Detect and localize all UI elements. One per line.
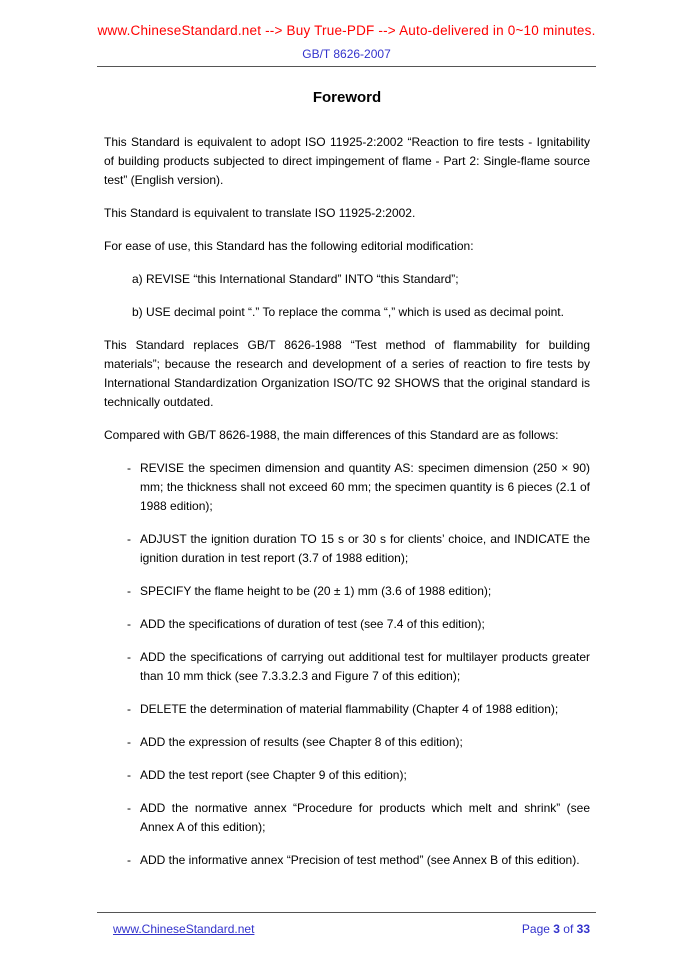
list-item (127, 799, 590, 837)
doc-number: GB/T 8626-2007 (302, 47, 391, 61)
footer-website-link[interactable]: www.ChineseStandard.net (113, 922, 255, 936)
footer-divider (97, 912, 596, 913)
list-item-text: REVISE the specimen dimension and quantity AS: specimen dimension (250 × 90) mm; the thickness shall not exceed 60 mm; the specimen quantity is 6 pieces (2.1 of 1988 edition); (140, 461, 590, 513)
list-item-text: SPECIFY the flame height to be (20 ± 1) mm (3.6 of 1988 edition); (140, 584, 492, 598)
paragraph-replacement: This Standard replaces GB/T 8626-1988 “Test method of flammability for building materials”; because the research and development of a series of reaction to fire tests by International Standardization Organization ISO/TC 92 SHOWS that the original standard is technically outdated. (104, 338, 590, 409)
list-marker: - (127, 735, 131, 749)
list-item (127, 648, 590, 686)
editorial-item-a: a) REVISE “this International Standard” INTO “this Standard”; (132, 272, 459, 286)
list-item (127, 733, 590, 752)
page-number-current: 3 (553, 922, 560, 936)
list-item (127, 766, 590, 785)
list-item (127, 851, 590, 870)
list-marker: - (127, 801, 131, 815)
list-item (127, 615, 590, 634)
paragraph-equivalence: This Standard is equivalent to adopt ISO 11925-2:2002 “Reaction to fire tests - Ignitability of building products subjected to direct impingement of flame - Part 2: Single-flame source test” (English version). (104, 135, 590, 187)
page-number (522, 922, 590, 936)
list-marker: - (127, 768, 131, 782)
list-item-text: ADJUST the ignition duration TO 15 s or 30 s for clients’ choice, and INDICATE the ignition duration in test report (3.7 of 1988 edition); (140, 532, 590, 565)
list-marker: - (127, 461, 131, 475)
page-footer (104, 922, 590, 936)
list-item (127, 582, 590, 601)
list-item-text: ADD the specifications of duration of test (see 7.4 of this edition); (140, 617, 485, 631)
list-item (127, 459, 590, 516)
header-divider (97, 66, 596, 67)
page-content (104, 88, 590, 884)
list-item-text: ADD the specifications of carrying out additional test for multilayer products greater than 10 mm thick (see 7.3.3.2.3 and Figure 7 of this edition); (140, 650, 590, 683)
list-item (127, 700, 590, 719)
list-item (127, 530, 590, 568)
page-title: Foreword (312, 89, 382, 106)
list-item-text: ADD the informative annex “Precision of test method” (see Annex B of this edition). (140, 853, 580, 867)
list-marker: - (127, 853, 131, 867)
list-marker: - (127, 702, 131, 716)
page-number-total: 33 (576, 922, 590, 936)
list-marker: - (127, 617, 131, 631)
page-number-prefix: Page (521, 922, 554, 936)
paragraph-editorial-intro: For ease of use, this Standard has the following editorial modification: (104, 239, 474, 253)
list-item-text: ADD the expression of results (see Chapter 8 of this edition); (140, 735, 463, 749)
list-item-text: DELETE the determination of material flammability (Chapter 4 of 1988 edition); (140, 702, 559, 716)
list-marker: - (127, 532, 131, 546)
paragraph-translation: This Standard is equivalent to translate ISO 11925-2:2002. (104, 206, 416, 220)
list-marker: - (127, 584, 131, 598)
editorial-item-b: b) USE decimal point “.” To replace the comma “,” which is used as decimal point. (132, 305, 564, 319)
list-item-text: ADD the test report (see Chapter 9 of this edition); (140, 768, 407, 782)
list-item-text: ADD the normative annex “Procedure for products which melt and shrink” (see Annex A of this edition); (140, 801, 590, 834)
list-marker: - (127, 650, 131, 664)
header-promo-link[interactable]: www.ChineseStandard.net --> Buy True-PDF --> Auto-delivered in 0~10 minutes. (97, 23, 596, 38)
paragraph-differences-intro: Compared with GB/T 8626-1988, the main differences of this Standard are as follows: (104, 428, 559, 442)
page-number-mid: of (559, 922, 577, 936)
